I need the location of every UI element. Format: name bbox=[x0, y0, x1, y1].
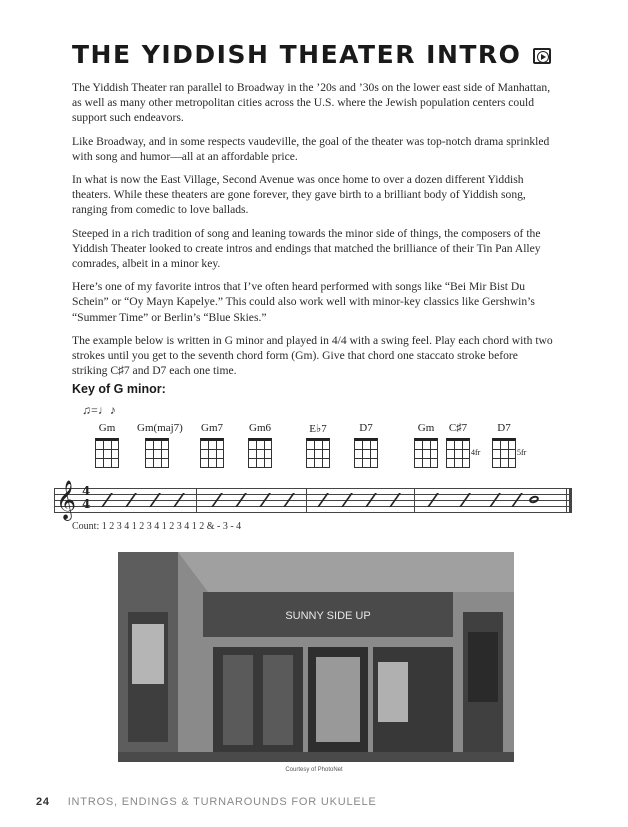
chord-diagram bbox=[240, 422, 280, 468]
photo-credit: Courtesy of PhotoNet bbox=[285, 767, 343, 773]
body-text bbox=[72, 80, 556, 386]
music-staff bbox=[54, 480, 572, 520]
fretboard-grid bbox=[145, 438, 169, 468]
fretboard-grid bbox=[354, 438, 378, 468]
chord-name: Gm(maj7) bbox=[137, 422, 183, 434]
fretboard-grid bbox=[446, 438, 470, 468]
fretboard-grid bbox=[492, 438, 516, 468]
page-title: THE YIDDISH THEATER INTRO bbox=[72, 40, 522, 69]
half-note-icon bbox=[528, 495, 540, 505]
paragraph: The example below is written in G minor and played in 4/4 with a swing feel. Play each chord with two strokes until you get to the seventh chord form (Gm). Give that chord one staccato stroke before striking C♯7 and D7 each one time. bbox=[72, 333, 553, 378]
theater-photo bbox=[118, 552, 514, 762]
page-number: 24 bbox=[36, 796, 50, 808]
page-footer bbox=[36, 796, 377, 808]
paragraph: Like Broadway, and in some respects vaudeville, the goal of the theater was top-notch drama sprinkled with song and humor—all at an affordable price. bbox=[72, 134, 550, 163]
chord-name: Gm7 bbox=[201, 422, 223, 434]
chord-diagram bbox=[298, 422, 338, 468]
fretboard-grid bbox=[306, 438, 330, 468]
video-icon[interactable] bbox=[533, 48, 551, 64]
chord-diagram bbox=[192, 422, 232, 468]
svg-text:SUNNY SIDE UP: SUNNY SIDE UP bbox=[285, 610, 371, 622]
fretboard-grid bbox=[248, 438, 272, 468]
chord-diagram bbox=[484, 422, 527, 468]
count-line: Count: 1 2 3 4 1 2 3 4 1 2 3 4 1 2 & - 3 - 4 bbox=[72, 521, 242, 532]
chord-name: Gm6 bbox=[249, 422, 271, 434]
paragraph: Here’s one of my favorite intros that I’ve often heard performed with songs like “Bei Mir Bist Du Schein” or “Oy Mayn Kapelye.” This could also work well with minor-key classics like Gershwin’s “Summer Time” or Berlin’s “Blue Skies.” bbox=[72, 280, 535, 324]
chord-diagram bbox=[137, 422, 183, 468]
chord-name: D7 bbox=[497, 422, 511, 434]
fretboard-grid bbox=[95, 438, 119, 468]
chord-name: E♭7 bbox=[309, 423, 327, 435]
chord-diagram bbox=[346, 422, 386, 468]
chord-name: Gm bbox=[417, 422, 435, 434]
paragraph: The Yiddish Theater ran parallel to Broadway in the ’20s and ’30s on the lower east side of Manhattan, as well as many other metropolitan cities across the U.S. where the Jewish population centers could support such endeavors. bbox=[72, 81, 551, 125]
time-signature: 4 4 bbox=[82, 484, 91, 511]
treble-clef-icon: 𝄞 bbox=[56, 480, 77, 520]
chord-name: Gm bbox=[98, 422, 116, 434]
chord-name: C♯7 bbox=[448, 422, 468, 434]
swing-marking: ♫=♩♪ bbox=[82, 403, 116, 417]
paragraph: In what is now the East Village, Second Avenue was once home to over a dozen different Yiddish theaters. While these theaters are gone forever, they gave birth to a brilliant body of Yiddish song, ranging from comedic to love ballads. bbox=[72, 173, 526, 217]
fretboard-grid bbox=[200, 438, 224, 468]
fretboard-grid bbox=[414, 438, 438, 468]
fret-label: 5fr bbox=[517, 448, 527, 457]
book-title: INTROS, ENDINGS & TURNAROUNDS FOR UKULELE bbox=[67, 796, 377, 808]
paragraph: Steeped in a rich tradition of song and leaning towards the minor side of things, the composers of the Yiddish Theater looked to create intros and endings that matched the brilliance of their Tin Pan Alley comrades, albeit in a minor key. bbox=[72, 226, 541, 271]
key-label: Key of G minor: bbox=[72, 382, 166, 396]
chord-name: D7 bbox=[359, 422, 373, 434]
chord-diagram bbox=[438, 422, 481, 468]
chord-diagram bbox=[87, 422, 127, 468]
fret-label: 4fr bbox=[471, 448, 481, 457]
